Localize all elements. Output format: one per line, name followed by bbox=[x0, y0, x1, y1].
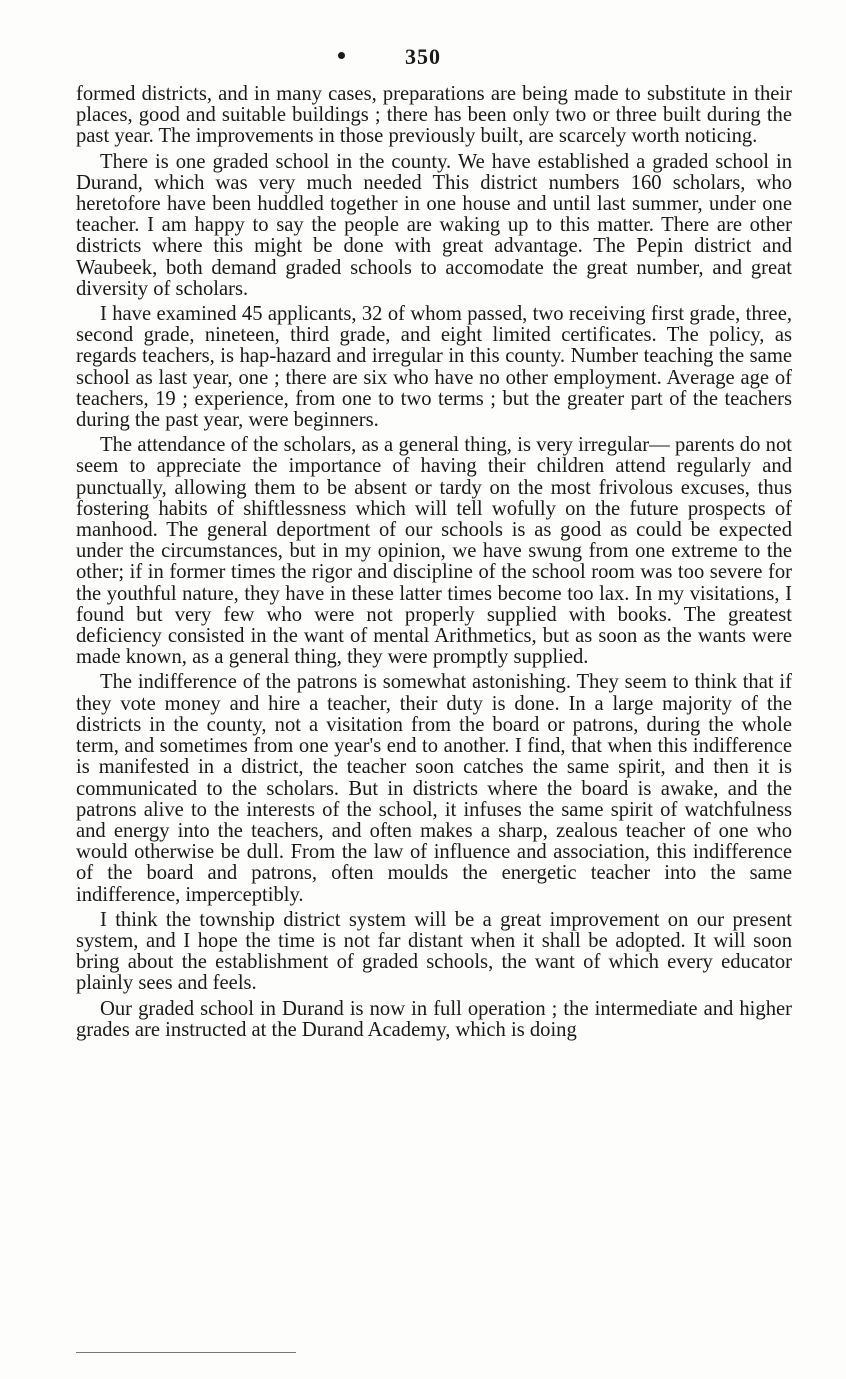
footer-rule bbox=[76, 1352, 296, 1353]
paragraph-attendance: The attendance of the scholars, as a general thing, is very irregular— parents do not seem to appreciate the importance of having their children attend regularly and punctually, allowing them to be absent or tardy on the most frivolous excuses, thus fostering habits of shiftlessness which will tell wofully on the future prospects of manhood. The general deportment of our schools is as good as could be expected under the circumstances, but in my opinion, we have swung from one extreme to the other; if in former times the rigor and discipline of the school room was too severe for the youthful nature, they have in these latter times become too lax. In my visitations, I found but very few who were not properly supplied with books. The greatest deficiency consisted in the want of mental Arithmetics, but as soon as the wants were made known, as a general thing, they were promptly supplied. bbox=[76, 434, 792, 669]
paragraph-continued: formed districts, and in many cases, preparations are being made to substitute in their places, good and suitable buildings ; there has been only two or three built during the past year. The improvements in those previously built, are scarcely worth noticing. bbox=[76, 83, 792, 148]
paragraph-township-system: I think the township district system will be a great improvement on our present system, and I hope the time is not far distant when it shall be adopted. It will soon bring about the establishment of graded schools, the want of which every educator plainly sees and feels. bbox=[76, 908, 792, 995]
paragraph-graded-school: There is one graded school in the county. We have established a graded school in Durand, which was very much needed This district numbers 160 scholars, who heretofore have been huddled together in one house and until last summer, under one teacher. I am happy to say the people are waking up to this matter. There are other districts where this might be done with great advantage. The Pepin district and Waubeek, both demand graded schools to accomodate the great number, and great diversity of scholars. bbox=[76, 150, 792, 300]
paragraph-durand-academy: Our graded school in Durand is now in full operation ; the intermediate and higher grades are instructed at the Durand Academy, which is doing bbox=[76, 997, 792, 1041]
page-number: 350 bbox=[405, 44, 441, 69]
paragraph-applicants: I have examined 45 applicants, 32 of whom passed, two receiving first grade, three, second grade, nineteen, third grade, and eight limited certificates. The policy, as regards teachers, is hap-hazard and irregular in this county. Number teaching the same school as last year, one ; there are six who have no other employment. Average age of teachers, 19 ; experience, from one to two terms ; but the greater part of the teachers during the past year, were beginners. bbox=[76, 303, 792, 432]
body-text bbox=[76, 84, 792, 1045]
paragraph-indifference: The indifference of the patrons is somewhat astonishing. They seem to think that if they vote money and hire a teacher, their duty is done. In a large majority of the districts in the county, not a visitation from the board or patrons, during the whole term, and sometimes from one year's end to another. I find, that when this indifference is manifested in a district, the teacher soon catches the same spirit, and then it is communicated to the scholars. But in districts where the board is awake, and the patrons alive to the interests of the school, it infuses the same spirit of watchfulness and energy into the teachers, and often makes a sharp, zealous teacher of one who would otherwise be dull. From the law of influence and association, this indifference of the board and patrons, often moulds the energetic teacher into the same indifference, imperceptibly. bbox=[76, 671, 792, 906]
